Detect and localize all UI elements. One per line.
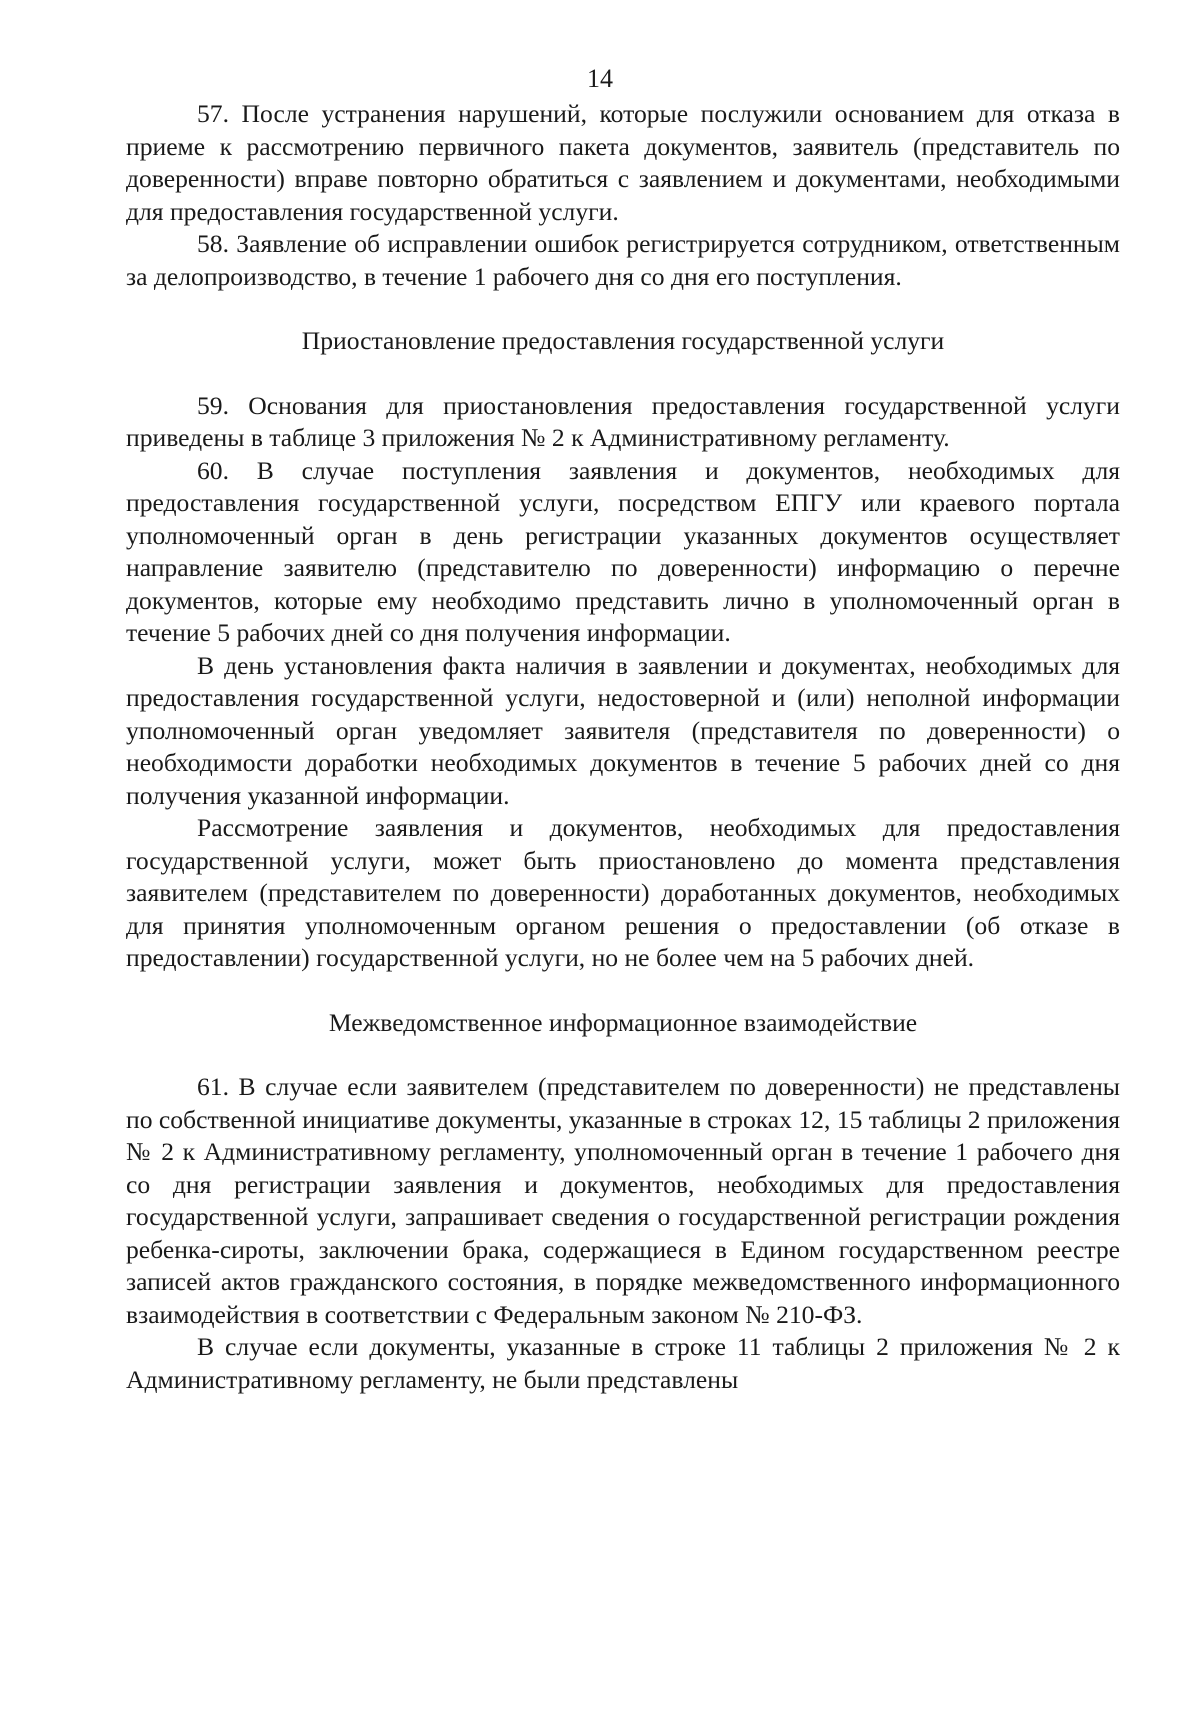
section-heading-interagency: Межведомственное информационное взаимодействие — [328, 1007, 918, 1037]
paragraph-61: 61. В случае если заявителем (представителем по доверенности) не представлены по собственной инициативе документы, указанные в строках 12, 15 таблицы 2 приложения № 2 к Административному регламенту, уполномоченный орган в течение 1 рабочего дня со дня регистрации заявления и документов, необходимых для предоставления государственной услуги, запрашивает сведения о государственной регистрации рождения ребенка-сироты, заключении брака, содержащиеся в Едином государственном реестре записей актов гражданского состояния, в порядке межведомственного информационного взаимодействия в соответствии с Федеральным законом № 210-ФЗ. — [126, 1072, 1120, 1329]
paragraph-60: 60. В случае поступления заявления и документов, необходимых для предоставления государственной услуги, посредством ЕПГУ или краевого портала уполномоченный орган в день регистрации указанных документов осуществляет направление заявителю (представителю по доверенности) информацию о перечне документов, которые ему необходимо представить лично в уполномоченный орган в течение 5 рабочих дней со дня получения информации. — [126, 455, 1120, 647]
paragraph-59: 59. Основания для приостановления предоставления государственной услуги приведены в таблице 3 приложения № 2 к Административному регламенту. — [126, 390, 1120, 452]
page-number: 14 — [587, 64, 613, 93]
section-heading-suspension: Приостановление предоставления государственной услуги — [301, 326, 945, 355]
paragraph-60-suspension-term: Рассмотрение заявления и документов, необходимых для предоставления государственной услуги, может быть приостановлено до момента представления заявителем (представителем по доверенности) доработанных документов, необходимых для принятия уполномоченным органом решения о предоставлении (об отказе в предоставлении) государственной услуги, но не более чем на 5 рабочих дней. — [126, 813, 1120, 972]
paragraph-61-continued: В случае если документы, указанные в строке 11 таблицы 2 приложения № 2 к Административному регламенту, не были представлены — [126, 1332, 1120, 1394]
paragraph-60-incomplete-info: В день установления факта наличия в заявлении и документах, необходимых для предоставления государственной услуги, недостоверной и (или) неполной информации уполномоченный орган уведомляет заявителя (представителя по доверенности) о необходимости доработки необходимых документов в течение 5 рабочих дней со дня получения указанной информации. — [126, 650, 1120, 810]
paragraph-57: 57. После устранения нарушений, которые послужили основанием для отказа в приеме к рассмотрению первичного пакета документов, заявитель (представитель по доверенности) вправе повторно обратиться с заявлением и документами, необходимыми для предоставления государственной услуги. — [126, 99, 1120, 226]
paragraph-58: 58. Заявление об исправлении ошибок регистрируется сотрудником, ответственным за делопроизводство, в течение 1 рабочего дня со дня его поступления. — [126, 229, 1120, 291]
document-body — [126, 98, 1120, 1396]
